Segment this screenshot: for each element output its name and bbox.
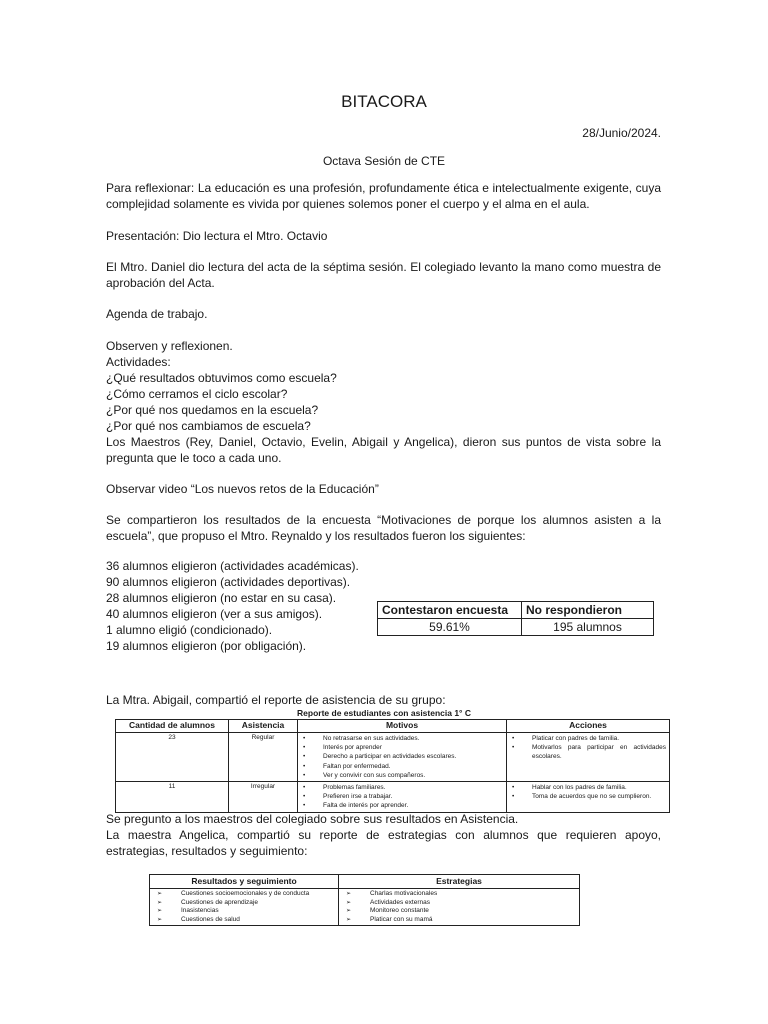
table-cell (298, 782, 507, 813)
survey-result-item: 40 alumnos eligieron (ver a sus amigos). (106, 607, 323, 621)
attendance-table (115, 719, 670, 813)
table-header: Resultados y seguimiento (150, 875, 339, 889)
list-item: • Derecho a participar en actividades escolares. (301, 752, 503, 761)
survey-result-item: 28 alumnos eligieron (no estar en su casa). (106, 591, 337, 605)
presentation-line: Presentación: Dio lectura el Mtro. Octavio (106, 229, 328, 243)
acta-paragraph: El Mtro. Daniel dio lectura del acta de la séptima sesión. El colegiado levanto la mano como muestra de aprobación del Acta. (106, 260, 661, 290)
table-cell: 59.61% (378, 619, 522, 636)
activities-label: Actividades: (106, 355, 171, 369)
table-cell: Regular (229, 733, 298, 782)
question-item: ¿Qué resultados obtuvimos como escuela? (106, 371, 337, 385)
asked-line: Se pregunto a los maestros del colegiado sobre sus resultados en Asistencia. (106, 812, 519, 826)
survey-summary-table (377, 601, 654, 636)
survey-result-item: 90 alumnos eligieron (actividades deportivas). (106, 575, 351, 589)
table-header: Estrategias (339, 875, 580, 889)
table-cell: 11 (116, 782, 229, 813)
angelica-intro-paragraph: La maestra Angelica, compartió su reporte de estrategias con alumnos que requieren apoyo, estrategias, resultados y seguimiento: (106, 828, 661, 858)
table-cell: 23 (116, 733, 229, 782)
list-item: • Problemas familiares. (301, 783, 503, 792)
table-row (116, 733, 670, 782)
video-line: Observar video “Los nuevos retos de la Educación” (106, 482, 379, 496)
list-item: ➢ Cuestiones de aprendizaje (151, 899, 337, 908)
list-item: ➢ Charlas motivacionales (340, 890, 578, 899)
list-item: ➢ Monitoreo constante (340, 907, 578, 916)
activities-section (106, 338, 661, 466)
list-item: ➢ Platicar con su mamá (340, 916, 578, 925)
list-item: ➢ Cuestiones socioemocionales y de conducta (151, 890, 337, 899)
list-item: ➢ Actividades externas (340, 899, 578, 908)
list-item: • Platicar con padres de familia. (510, 734, 666, 743)
abigail-intro-line: La Mtra. Abigail, compartió el reporte de asistencia de su grupo: (106, 693, 446, 707)
table-cell: 195 alumnos (522, 619, 654, 636)
table-header: No respondieron (522, 602, 654, 619)
document-title: BITACORA (341, 92, 427, 111)
survey-results-list (106, 558, 366, 654)
table-cell (298, 733, 507, 782)
list-item: • Toma de acuerdos que no se cumplieron. (510, 792, 666, 801)
list-item: • Falta de interés por aprender. (301, 801, 503, 810)
strategies-table (149, 874, 580, 926)
question-item: ¿Por qué nos quedamos en la escuela? (106, 403, 319, 417)
list-item: • Faltan por enfermedad. (301, 762, 503, 771)
survey-result-item: 19 alumnos eligieron (por obligación). (106, 639, 307, 653)
survey-intro-paragraph: Se compartieron los resultados de la encuesta “Motivaciones de porque los alumnos asisten a la escuela”, que propuso el Mtro. Reynaldo y los resultados fueron los siguientes: (106, 513, 661, 543)
table-header: Acciones (507, 720, 670, 733)
table-row (116, 782, 670, 813)
list-item: • Ver y convivir con sus compañeros. (301, 771, 503, 780)
attendance-table-caption: Reporte de estudiantes con asistencia 1° C (297, 708, 471, 718)
table-cell (339, 889, 580, 926)
list-item: ➢ Inasistencias (151, 907, 337, 916)
table-cell (507, 782, 670, 813)
list-item: ➢ Cuestiones de salud (151, 916, 337, 925)
survey-result-item: 1 alumno eligió (condicionado). (106, 623, 273, 637)
list-item: • Interés por aprender (301, 743, 503, 752)
question-item: ¿Por qué nos cambiamos de escuela? (106, 419, 311, 433)
teachers-paragraph: Los Maestros (Rey, Daniel, Octavio, Evelin, Abigail y Angelica), dieron sus puntos de vista sobre la pregunta que le toco a cada uno. (106, 435, 661, 465)
list-item: • Prefieren irse a trabajar. (301, 792, 503, 801)
observe-line: Observen y reflexionen. (106, 339, 233, 353)
table-header: Asistencia (229, 720, 298, 733)
table-header: Motivos (298, 720, 507, 733)
table-cell: Irregular (229, 782, 298, 813)
agenda-line: Agenda de trabajo. (106, 307, 208, 321)
list-item: • Motivarlos para participar en actividades escolares. (510, 743, 666, 761)
table-cell (150, 889, 339, 926)
question-item: ¿Cómo cerramos el ciclo escolar? (106, 387, 288, 401)
list-item: • Hablar con los padres de familia. (510, 783, 666, 792)
table-header: Cantidad de alumnos (116, 720, 229, 733)
table-cell (507, 733, 670, 782)
document-date: 28/Junio/2024. (582, 126, 661, 140)
table-header: Contestaron encuesta (378, 602, 522, 619)
reflection-paragraph: Para reflexionar: La educación es una profesión, profundamente ética e intelectualmente exigente, cuya complejidad solamente es vivida por quienes solemos poner el cuerpo y el alma en el aula. (106, 181, 661, 211)
survey-result-item: 36 alumnos eligieron (actividades académicas). (106, 559, 359, 573)
list-item: • No retrasarse en sus actividades. (301, 734, 503, 743)
table-row (150, 889, 580, 926)
session-title: Octava Sesión de CTE (322, 154, 446, 168)
